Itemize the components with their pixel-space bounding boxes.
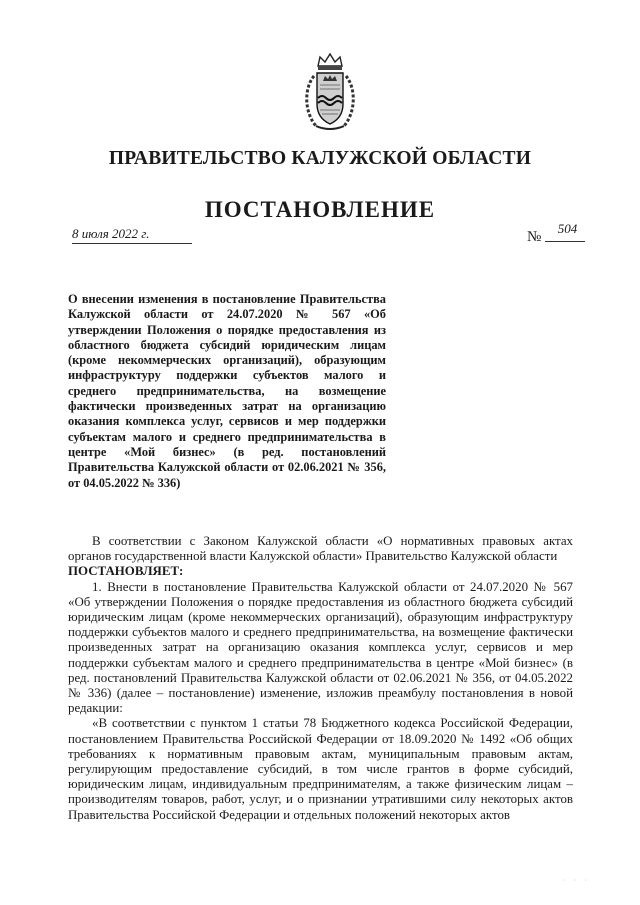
- document-subject: О внесении изменения в постановление Правительства Калужской области от 24.07.2020 № 567 «Об утверждении Положения о порядке предоставления из областного бюджета субсидий юридическим лицам (кроме некоммерческих организаций), образующим инфраструктуру поддержки субъектов малого и среднего предпринимательства, на возмещение фактически произведенных затрат на организацию оказания комплекса услуг, сервисов и мер поддержки субъектам малого и среднего предпринимательства в центре «Мой бизнес» (в ред. постановлений Правительства Калужской области от 02.06.2021 № 356, от 04.05.2022 № 336): [68, 292, 386, 490]
- document-number-underline: [545, 241, 585, 242]
- scan-noise-marks: · · ·: [563, 876, 590, 885]
- document-number: 504: [557, 221, 578, 236]
- document-type-title: ПОСТАНОВЛЕНИЕ: [204, 197, 436, 222]
- kaluga-coat-of-arms-icon: [300, 52, 360, 134]
- document-number-label: №: [527, 229, 542, 245]
- government-title: ПРАВИТЕЛЬСТВО КАЛУЖСКОЙ ОБЛАСТИ: [108, 148, 532, 169]
- preamble-paragraph: В соответствии с Законом Калужской области «О нормативных правовых актах органов государственной власти Калужской области» Правительство Калужской области: [68, 534, 573, 564]
- item-1-paragraph: 1. Внести в постановление Правительства Калужской области от 24.07.2020 № 567 «Об утверждении Положения о порядке предоставления из областного бюджета субсидий юридическим лицам (кроме некоммерческих организаций), образующим инфраструктуру поддержки субъектов малого и среднего предпринимательства, на возмещение фактически произведенных затрат на организацию оказания комплекса услуг, сервисов и мер поддержки субъектам малого и среднего предпринимательства в центре «Мой бизнес» (в ред. постановлений Правительства Калужской области от 02.06.2021 № 356, от 04.05.2022 № 336) (далее – постановление) изменение, изложив преамбулу постановления в новой редакции:: [68, 579, 573, 716]
- decree-word: ПОСТАНОВЛЯЕТ:: [68, 564, 184, 579]
- document-body: [68, 534, 573, 823]
- document-date: 8 июля 2022 г.: [72, 226, 192, 244]
- quoted-preamble-paragraph: «В соответствии с пунктом 1 статьи 78 Бюджетного кодекса Российской Федерации, постановлением Правительства Российской Федерации от 18.09.2020 № 1492 «Об общих требованиях к нормативным правовым актам, муниципальным правовым актам, регулирующим предоставление субсидий, в том числе грантов в форме субсидий, юридическим лицам, индивидуальным предпринимателям, а также физическим лицам – производителям товаров, работ, услуг, и о признании утратившими силу некоторых актов Правительства Российской Федерации и отдельных положений некоторых актов: [68, 716, 573, 822]
